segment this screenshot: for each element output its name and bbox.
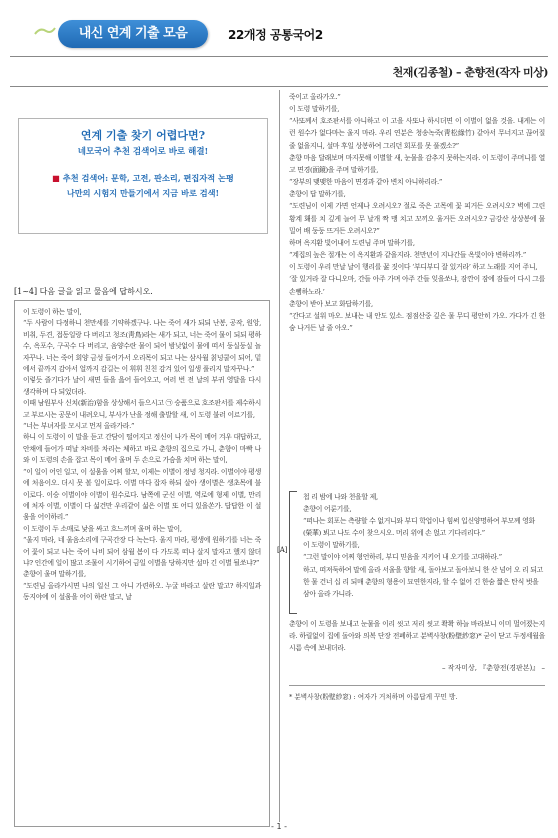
- promo-details: [33, 171, 253, 201]
- passage-paragraph: “이 일이 어인 일고, 이 설움을 어찌 할꼬, 이제는 이별이 정녕 청지라. 이별이야 평생에 처음이오. 더시 못 볼 일이로다. 이별 마다 잡자 하되 살아 생이별은 생초목에 불이로다. 이승 이별이야 이별이 원수로다. 남쪽에 군신 이별, 역로에 형제 이별, 만리에 처자 이별, 이별이 다 섧건만 우리같이 섧은 이별 또 어디 있을쏜가. 답답한 이 설움을 어이하리.”: [23, 467, 261, 522]
- page-header: [0, 0, 558, 52]
- question-prompt: [1~4] 다음 글을 읽고 물음에 답하시오.: [14, 287, 153, 296]
- passage-paragraph: 이 도령이 하는 말이,: [23, 308, 82, 316]
- passage-paragraph: 이렇듯 즐기다가 날이 새면 들을 읊어 들어오고, 여러 번 전 날의 부귀 영달을 다시 생각하며 다 되었더라.: [23, 376, 261, 396]
- promo-title: 연계 기출 찾기 어렵다면?: [80, 129, 206, 142]
- title-divider: [10, 86, 548, 87]
- passage-paragraph: 하며 옥지환 빛어내어 도련님 주며 말하기를,: [289, 238, 415, 247]
- bracket-line: 춘향이 어룬기를,: [303, 505, 352, 514]
- bracket-line: 하고, 떠져둑하여 말에 올라 서울을 향할 새, 돌아보고 돌아보니 한 산 넘어 오 리 되고 한 물 건너 십 리 되매 춘향의 형용이 묘연한지라, 할 수 없어 긴 한숨 짧은 탄식 벗을 삼아 올라 가니라.: [303, 565, 544, 598]
- promo-keywords: 추천 검색어: 문학, 고전, 판소리, 편집자적 논평: [62, 173, 234, 183]
- passage-paragraph: “너는 부녀자를 모시고 먼저 올라가라.”: [23, 422, 135, 431]
- passage-paragraph: “장부의 맺맺한 마음이 면경과 같아 변치 아니하리라.”: [289, 178, 443, 187]
- passage-paragraph: 이 도령 말하기를,: [289, 105, 340, 114]
- column-divider: [279, 90, 280, 822]
- promo-cta: 나만의 시험지 만들기에서 지금 바로 검색!: [66, 188, 220, 198]
- passage-paragraph: 죽이고 올라가오.”: [289, 93, 341, 101]
- passage-paragraph: 춘향이 받아 보고 화답하기를,: [289, 299, 373, 308]
- header-divider: [10, 56, 548, 57]
- promo-subtitle: 네모국어 추천 검색어로 바로 해결!: [77, 147, 209, 157]
- bracket-line: 이 도령이 말하기를,: [303, 541, 360, 550]
- passage-box: [14, 300, 270, 827]
- passage-paragraph: 이 도령이 두 소매로 낯을 싸고 흐느끼며 울며 하는 말이,: [23, 524, 182, 533]
- bracket-line: “떠나는 회포는 측량할 수 없거니와 부디 학업이나 힘써 입신양명하여 부모께 영화(榮華) 뵈고 나도 수이 찾으시오. 머리 위에 손 얹고 기다리리다.”: [303, 517, 535, 538]
- source-citation: – 작자미상, 『춘향전(경판본)』 –: [442, 664, 545, 672]
- passage-paragraph: “울지 마라, 네 울음소리에 구곡간장 다 녹는다. 울지 마라, 평생에 원하기를 너는 죽어 꽃이 되고 나는 죽어 나비 되어 삼월 봄이 다 가도록 떠나 살지 말자고 했지 않더냐? 인간에 일이 많고 조물이 시기하여 금일 이별을 당하지만 설마 긴 이별 될쏘냐?”: [23, 536, 261, 567]
- footnote: * 분벽사창(粉壁紗窓) : 여자가 거처하며 아름답게 꾸민 방.: [289, 693, 458, 701]
- passage-paragraph: 춘향이 울며 말하기를,: [23, 570, 86, 579]
- passage-paragraph: “두 사람이 다정하니 천만세를 기약하겠구나. 나는 죽어 새가 되되 난봉, 공작, 원앙, 비취, 두견, 접동일랑 다 버리고 청조(靑鳥)라는 새가 되고, 너는 죽어 물이 되되 평하수, 옥포수, 구곡수 다 버리고, 음양수란 물이 되어 밤낮없이 물에 떠서 둥실둥실 놀자꾸나. 너는 죽어 회양 금성 들어가서 오리목이 되고 나는 삼사월 칡넝쿨이 되어, 밑에서 끝까지 감아서 얼까지 감길는 이 휘휘 친친 감겨 있어 일생 풀리지 말자꾸나.”: [23, 319, 261, 374]
- square-bullet-icon: ■: [52, 173, 60, 183]
- bracket-line: 첩 리 밤에 나와 천을할 제,: [303, 493, 378, 501]
- footnote-divider: [289, 685, 545, 686]
- passage-paragraph: “도련님 올라가시면 나의 일신 그 아니 가련하오. 누굴 바라고 살란 말고? 하지일과 동지야에 이 설움을 어이 하란 말고, 날: [23, 581, 261, 602]
- passage-paragraph: 춘향이 답 말하기를,: [289, 190, 346, 199]
- bracket-a-text: [303, 491, 543, 600]
- work-title: 천재(김종철) – 춘향전(작자 미상): [392, 66, 548, 79]
- bracket-a-label: [A]: [277, 546, 288, 554]
- subject-title: 22개정 공통국어2: [228, 28, 323, 42]
- bracket-line: “그런 말이야 어찌 형언하리, 부디 믿음을 지키어 내 오기를 고대하라.”: [303, 553, 502, 562]
- passage-paragraph: 이때 남원부사 신치(新治)함을 상상해서 들으시고 ㉠ 승품으로 호조판서를 제수하시고 부르시는 공문이 내려오니, 부사가 난을 정해 출발할 새, 이 도령 불러 이르기를,: [23, 399, 261, 419]
- section-badge-label: 내신 연계 기출 모음: [78, 26, 188, 41]
- right-column: [277, 91, 545, 701]
- page-number: - 1 -: [271, 822, 287, 831]
- passage-paragraph: “도련님이 이제 가면 언제나 오려시오? 절로 죽은 고목에 꽃 피거든 오려시오? 벽에 그린 황계 홰를 치 깊게 늘어 무 날개 짝 맹 치고 꼬끼오 울거든 오려시오? 금강산 상상봉에 물 밀어 배 둥둥 뜨거든 오려시오?”: [289, 202, 545, 235]
- passage-paragraph: 춘향 마음 달래보며 마지못해 이별할 새, 눈물을 감추지 못하는지라. 이 도령이 주머니를 열고 면경(面鏡)을 주며 말하기를,: [289, 153, 545, 174]
- bracket-a-section: [277, 491, 545, 614]
- search-promo-box: [18, 118, 268, 234]
- closing-paragraph: 춘향이 이 도령을 보내고 눈물을 이리 씻고 저리 씻고 쫙쫙 하늘 바라보니 이미 멀어졌는지라. 하릴없이 집에 돌아와 의복 단장 전폐하고 분벽사창(粉壁紗窓)* 굳이 닫고 두정세월을 시름 속에 보내더라.: [289, 620, 545, 653]
- passage-paragraph: 이 도령이 우리 만날 날이 행리를 꿇 짓이다 ‘부디부디 잘 있거라’ 하고 노래를 지어 주니,: [289, 263, 538, 272]
- section-badge: [58, 20, 208, 48]
- passage-paragraph: “계집의 높은 절개는 이 옥지환과 같을지라. 천만년이 지나간들 옥빛이야 변하리까.”: [289, 251, 526, 260]
- decorative-leaf-icon: [34, 26, 56, 36]
- passage-paragraph: ‘잘 있거라 잘 다니오마, 간들 아주 가며 아주 간들 잊을쏘냐, 잠깐이 잠에 잠들어 다시 그를 손뼘하노라.’: [289, 275, 545, 296]
- passage-paragraph: “간다고 설워 마오. 보내는 내 안도 있소. 점점산중 깊은 물 무디 평안히 가오. 가다가 긴 한숨 나거든 날 줄 아오.”: [289, 311, 545, 332]
- passage-paragraph: “사또께서 호조판서를 아니하고 이 고을 사또나 하시더면 이 이별이 없을 것을. 내게는 이런 원수가 없다마는 울지 마라. 우리 연분은 청송녹죽(靑松綠竹) 같아서 무너지고 끊어질 줄 없을지니, 설마 후일 상봉하여 그리던 회포를 못 풀겠소?”: [289, 117, 545, 150]
- passage-paragraph: 하니 이 도령이 이 말을 듣고 간담이 떨어지고 정신이 나가 목이 메어 겨우 대답하고, 안채에 들어가 떠날 차비를 차리는 체하고 바로 춘향의 집으로 가니, 춘향이 마빡 나와 이 도령의 손을 잡고 목이 메어 울며 두 손으로 가슴을 치며 하는 말이,: [23, 433, 261, 465]
